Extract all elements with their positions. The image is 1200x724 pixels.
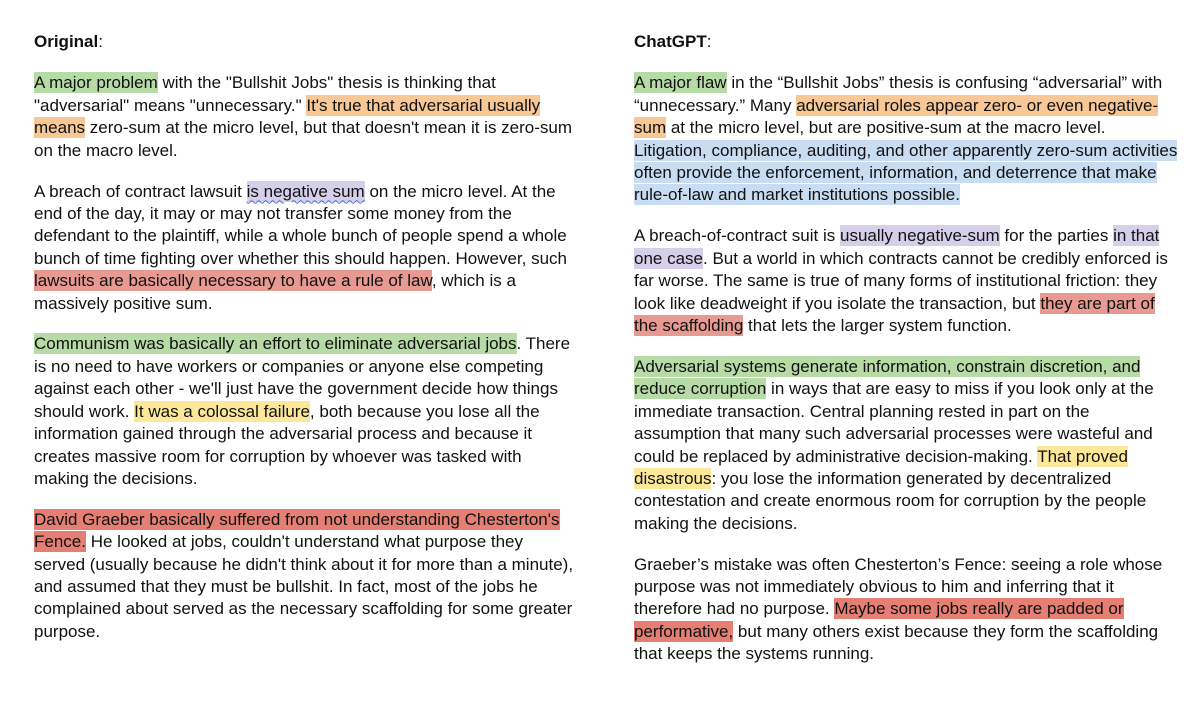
original-column	[34, 31, 574, 662]
highlight-purple: usually negative-sum	[839, 226, 1000, 246]
highlight-deepred: Maybe some jobs really are padded or performative,	[634, 599, 1124, 641]
right-paragraph-4	[634, 554, 1179, 666]
chatgpt-heading-colon: :	[706, 32, 712, 51]
original-heading-label: Original	[34, 32, 99, 51]
text-segment: A breach of contract lawsuit	[34, 181, 247, 201]
left-paragraph-4	[34, 509, 574, 643]
highlight-blue: Litigation, compliance, auditing, and other apparently zero-sum activities often provide the enforcement, information, and deterrence that make rule-of-law and market institutions possible.	[634, 140, 1178, 205]
original-heading-colon: :	[98, 32, 103, 51]
highlight-green: A major problem	[34, 73, 158, 93]
text-segment: A breach-of-contract suit is	[634, 226, 840, 246]
highlight-deepred: David Graeber basically suffered from not understanding Chesterton's Fence.	[34, 509, 560, 552]
left-paragraph-3	[34, 333, 574, 490]
chatgpt-paragraphs	[634, 72, 1179, 665]
highlight-purple: in that one case	[634, 226, 1160, 268]
chatgpt-column	[634, 31, 1179, 684]
highlight-green: A major flaw	[634, 73, 727, 93]
text-segment: with the "Bullshit Jobs" thesis is thinking that "adversarial" means "unnecessary."	[34, 73, 496, 115]
text-segment: in ways that are easy to miss if you look only at the immediate transaction. Central planning rested in part on the assumption that many such adversarial processes were wasteful and could be replaced by administrative decision-making.	[634, 379, 1154, 466]
original-heading	[34, 31, 574, 53]
text-segment: He looked at jobs, couldn't understand what purpose they served (usually because he didn't think about it for more than a minute), and assumed that they must be bullshit. In fact, most of the jobs he complained about served as the necessary scaffolding for some greater purpose.	[34, 532, 574, 641]
left-paragraph-1	[34, 72, 574, 162]
highlight-red: lawsuits are basically necessary to have a rule of law	[34, 271, 432, 291]
highlight-orange: adversarial roles appear zero- or even negative-sum	[634, 95, 1159, 138]
original-paragraphs	[34, 72, 574, 643]
text-segment: in the “Bullshit Jobs” thesis is confusing “adversarial” with “unnecessary.” Many	[634, 73, 1163, 115]
text-segment: for the parties	[999, 226, 1114, 246]
highlight-green: Communism was basically an effort to eliminate adversarial jobs	[34, 334, 517, 354]
text-segment: zero-sum at the micro level, but that doesn't mean it is zero-sum on the macro level.	[34, 118, 573, 160]
highlight-red: they are part of the scaffolding	[634, 293, 1155, 335]
highlight-yellow: It was a colossal failure	[134, 401, 310, 421]
text-segment: . There is no need to have workers or companies or anyone else competing against each other - we'll just have the government decide how things should work.	[34, 334, 571, 421]
text-segment: . But a world in which contracts cannot be credibly enforced is far worse. The same is true of many forms of institutional friction: they look like deadweight if you isolate the transaction, but	[634, 248, 1168, 313]
text-segment: , both because you lose all the information gained through the adversarial process and because it creates massive room for corruption by whoever was tasked with making the decisions.	[34, 401, 540, 488]
highlight-purple: is negative sum	[246, 181, 365, 201]
text-segment: but many others exist because they form the scaffolding that keeps the systems running.	[634, 621, 1159, 664]
highlight-green: Adversarial systems generate information, constrain discretion, and reduce corruption	[634, 356, 1141, 399]
text-segment: on the micro level. At the end of the day, it may or may not transfer some money from the defendant to the plaintiff, while a whole bunch of people spend a whole bunch of time fighting over whether this should happen. However, such	[34, 181, 567, 268]
highlight-orange: It's true that adversarial usually means	[34, 95, 541, 138]
text-segment: Graeber’s mistake was often Chesterton’s Fence: seeing a role whose purpose was not immediately obvious to him and inferring that it therefore had no purpose.	[634, 554, 1163, 619]
text-segment: at the micro level, but are positive-sum at the macro level.	[666, 118, 1106, 138]
right-paragraph-2	[634, 225, 1179, 337]
highlight-yellow: That proved disastrous	[634, 446, 1128, 488]
chatgpt-heading	[634, 31, 1179, 53]
left-paragraph-2	[34, 181, 574, 315]
text-segment: : you lose the information generated by decentralized contestation and create enormous room for corruption by the people making the decisions.	[634, 468, 1147, 533]
right-paragraph-1	[634, 72, 1179, 206]
chatgpt-heading-label: ChatGPT	[634, 32, 707, 51]
right-paragraph-3	[634, 356, 1179, 535]
text-segment: that lets the larger system function.	[743, 315, 1012, 335]
text-segment: , which is a massively positive sum.	[34, 271, 516, 313]
